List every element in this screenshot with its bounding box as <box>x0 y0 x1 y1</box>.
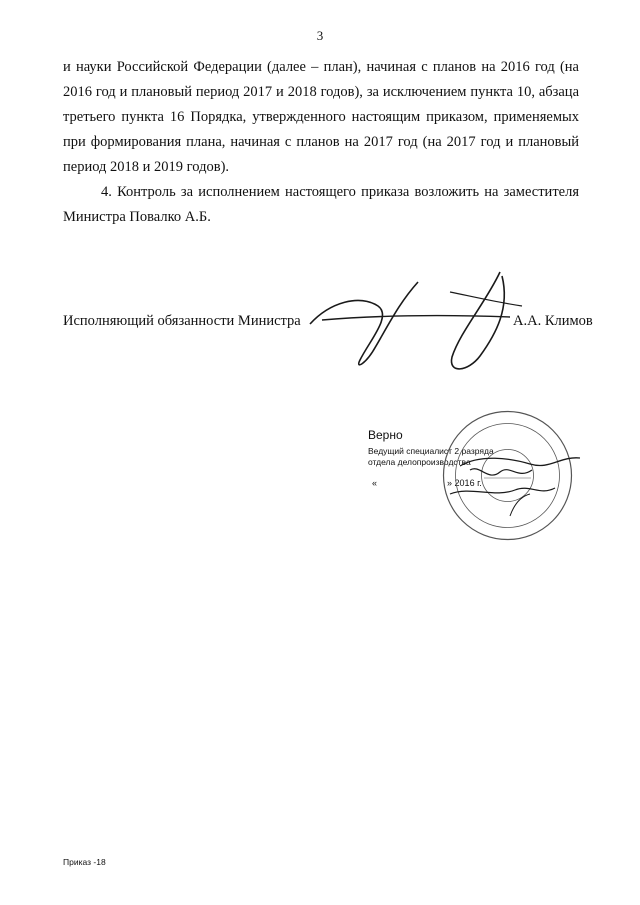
paragraph-control: 4. Контроль за исполнением настоящего приказа возложить на заместителя Министра Повалко А.Б. <box>63 184 579 225</box>
body-text <box>63 55 579 230</box>
date-year: 2016 г. <box>454 478 482 488</box>
signatory-name: А.А. Климов <box>513 313 593 329</box>
certifier-department: отдела делопроизводства <box>368 457 471 467</box>
certifier-signature <box>440 436 590 526</box>
paragraph-continuation: и науки Российской Федерации (далее – план), начиная с планов на 2016 год (на 2016 год и плановый период 2017 и 2018 годов), за исключением пункта 10, абзаца третьего пункта 16 Порядка, утвержденного настоящим приказом, применяемых при формирования плана, начиная с планов на 2017 год (на 2017 год и плановый период 2018 и 2019 годов). <box>63 59 579 175</box>
certifier-position: Ведущий специалист 2 разряда <box>368 446 494 456</box>
date-close-quote: » <box>447 478 453 488</box>
signatory-title: Исполняющий обязанности Министра <box>63 313 301 329</box>
date-open-quote: « <box>372 478 378 488</box>
footer-code: Приказ -18 <box>63 857 106 867</box>
handwritten-signature <box>300 262 550 382</box>
page-number: 3 <box>316 28 324 43</box>
certification-verno: Верно <box>368 428 403 442</box>
